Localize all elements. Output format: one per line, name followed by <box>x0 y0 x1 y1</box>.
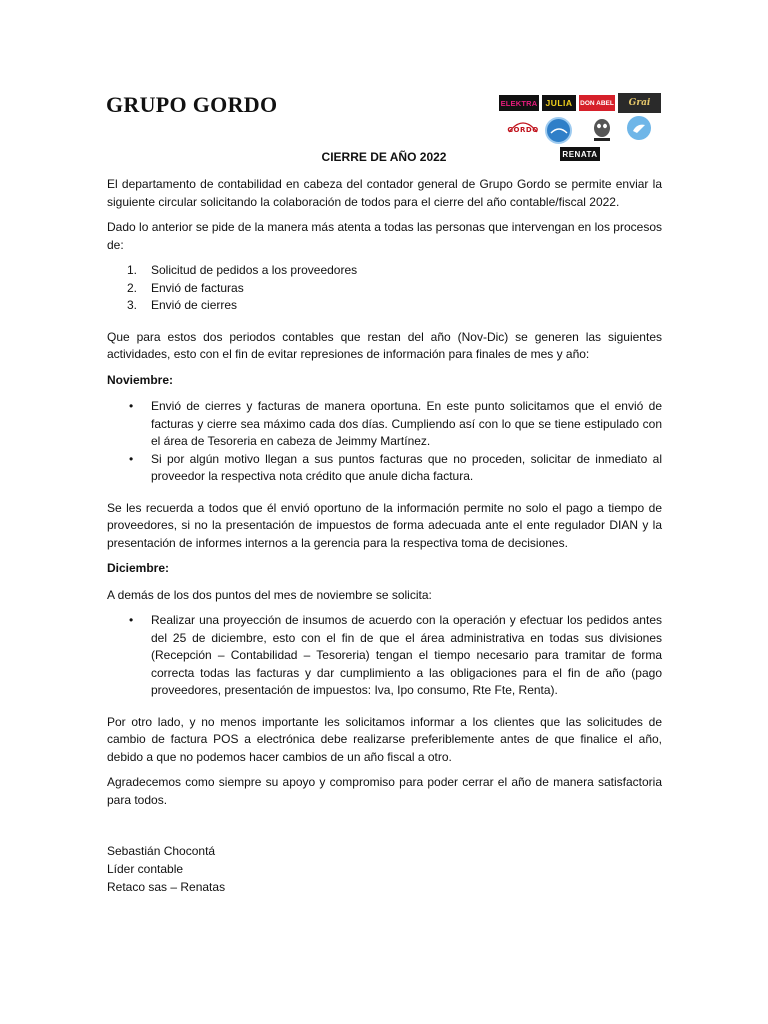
signer-company: Retaco sas – Renatas <box>107 880 226 894</box>
list-item: • Si por algún motivo llegan a sus puntos facturas que no proceden, solicitar de inmediato al proveedor la respectiva nota crédito que anule dicha factura. <box>129 451 662 483</box>
signer-name: Sebastián Chocontá <box>107 844 216 858</box>
november-list <box>107 398 662 486</box>
process-list <box>107 262 662 315</box>
julia-logo: JULIA <box>542 95 576 111</box>
processes-intro: Dado lo anterior se pide de la manera más atenta a todas las personas que intervengan en los procesos de: <box>107 220 662 252</box>
reminder-paragraph: Se les recuerda a todos que él envió oportuno de la información permite no solo el pago a tiempo de proveedores, si no la presentación de impuestos de forma adecuada ante el ente regulador DIAN y la presentación de informes internos a la gerencia para la respectiva toma de decisiones. <box>107 500 662 550</box>
pos-invoice-paragraph: Por otro lado, y no menos importante les solicitamos informar a los clientes que las solicitudes de cambio de factura POS a electrónica debe realizarse preferiblemente antes de que finalice el año, debido a que no podemos hacer cambios de un año fiscal a otro. <box>107 714 662 764</box>
list-item: • Realizar una proyección de insumos de acuerdo con la operación y efectuar los pedidos antes del 25 de diciembre, esto con el fin de que el área administrativa en todas sus divisiones (Recepción – Contabilidad – Tesoreria) tengan el tiempo necesario para tramitar de forma correcta todas las facturas y dar cumplimiento a las obligaciones para el fin de año (pago proveedores, presentación de impuestos: Iva, Ipo consumo, Rte Fte, Renta). <box>129 613 662 697</box>
signer-role: Líder contable <box>107 862 184 876</box>
document-title: CIERRE DE AÑO 2022 <box>321 150 447 164</box>
december-heading: Diciembre: <box>107 561 170 575</box>
intro-paragraph: El departamento de contabilidad en cabeza del contador general de Grupo Gordo se permite enviar la siguiente circular solicitando la colaboración de todos para el cierre del año contable/fiscal 2022. <box>107 177 662 209</box>
list-item: 3. Envió de cierres <box>127 298 238 312</box>
december-intro: A demás de los dos puntos del mes de noviembre se solicita: <box>107 587 432 602</box>
bullet-icon: • <box>129 451 134 466</box>
blue-bird-logo <box>627 116 651 140</box>
thanks-paragraph: Agradecemos como siempre su apoyo y compromiso para poder cerrar el año de manera satisfactoria para todos. <box>107 775 662 807</box>
list-item: 2. Envió de facturas <box>127 280 244 295</box>
document-body <box>107 176 662 896</box>
bullet-icon: • <box>129 613 134 627</box>
elektra-logo: ELEKTRA <box>499 95 539 111</box>
company-name: GRUPO GORDO <box>106 92 278 117</box>
circular-badge-logo <box>545 117 572 144</box>
dog-mascot-logo <box>591 116 613 142</box>
gordo-logo <box>505 116 541 138</box>
signature-block <box>107 842 662 896</box>
december-list <box>107 612 662 700</box>
don-abel-logo: DON ABEL <box>579 95 615 111</box>
list-item: 1. Solicitud de pedidos a los proveedores <box>127 263 358 277</box>
bullet-icon: • <box>129 399 134 413</box>
periods-paragraph: Que para estos dos periodos contables que restan del año (Nov-Dic) se generen las siguientes actividades, esto con el fin de evitar represiones de información para finales de mes y año: <box>107 329 662 361</box>
gordo-logo-mark <box>505 116 541 138</box>
list-item: • Envió de cierres y facturas de manera oportuna. En este punto solicitamos que el envió de facturas y cierre sea máximo cada dos días. Cumpliendo así con lo que se tiene estipulado con el área de Tesoreria en cabeza de Jeimmy Martínez. <box>129 399 662 448</box>
renata-logo: RENATA <box>560 147 600 161</box>
svg-text:GORDO: GORDO <box>507 126 539 134</box>
script-brand-logo: Grai <box>618 93 661 113</box>
november-heading: Noviembre: <box>107 372 174 387</box>
